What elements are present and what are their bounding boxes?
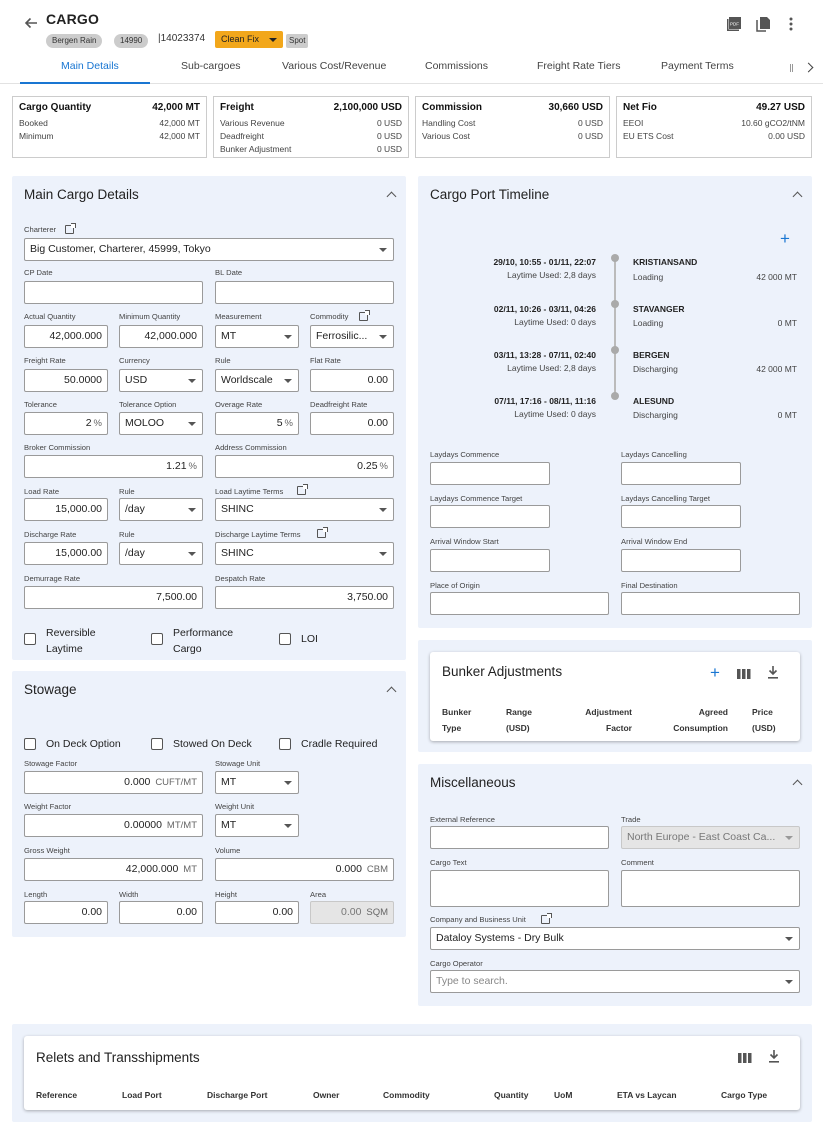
width-input[interactable]: 0.00 [119,901,203,924]
bunker-card [430,652,800,741]
col-header: Adjustment [585,707,632,717]
tolerance-label: Tolerance [24,400,57,409]
laydays-commence-input[interactable] [430,462,550,485]
gross-weight-label: Gross Weight [24,846,70,855]
commodity-value: Ferrosilic... [316,330,368,342]
demurrage-input[interactable]: 7,500.00 [24,586,203,609]
unit: SQM [366,907,388,918]
cargo-text-input[interactable] [430,870,609,907]
summary-value: 42,000 MT [159,118,200,128]
col-header[interactable]: UoM [554,1090,573,1100]
trade-value: North Europe - East Coast Ca... [627,831,776,843]
columns-icon [737,668,751,680]
reversible-laytime-checkbox[interactable] [24,633,36,645]
laydays-commence-target-label: Laydays Commence Target [430,494,523,503]
despatch-label: Despatch Rate [215,574,266,583]
col-header: Consumption [673,723,728,733]
col-header: Agreed [698,707,728,717]
min-qty-label: Minimum Quantity [119,312,181,321]
load-rate-input[interactable]: 15,000.00 [24,498,108,521]
external-reference-input[interactable] [430,826,609,849]
charterer-select[interactable] [24,238,394,261]
port-name[interactable]: ALESUND [633,396,675,406]
chevron-down-icon [785,980,793,984]
collapse-icon[interactable] [387,192,397,202]
laydays-commence-label: Laydays Commence [430,450,500,459]
download-icon [767,665,779,679]
summary-value: 0.00 USD [768,131,805,141]
label-line: Laytime [46,643,83,655]
laydays-cancelling-target-label: Laydays Cancelling Target [621,494,710,503]
status-dropdown[interactable] [215,31,283,48]
collapse-icon[interactable] [793,780,803,790]
freight-rate-label: Freight Rate [24,356,66,365]
laydays-commence-target-input[interactable] [430,505,550,528]
tab-freight-rate-tiers[interactable]: Freight Rate Tiers [537,60,621,72]
width-label: Width [119,890,139,899]
summary-value: 2,100,000 USD [333,102,402,113]
arrival-window-end-input[interactable] [621,549,741,572]
panel-title: Main Cargo Details [24,187,139,202]
discharge-rule-label: Rule [119,530,135,539]
comment-input[interactable] [621,870,800,907]
trade-label: Trade [621,815,641,824]
demurrage-label: Demurrage Rate [24,574,81,583]
summary-label: Bunker Adjustment [220,144,292,154]
summary-label: EU ETS Cost [623,131,674,141]
copy-icon [755,16,771,32]
measurement-select[interactable] [215,325,299,348]
svg-text:PDF: PDF [730,21,739,27]
columns-button[interactable] [738,1051,752,1069]
arrival-window-start-input[interactable] [430,549,550,572]
summary-value: 42,000 MT [159,131,200,141]
performance-cargo-label [173,625,233,657]
place-of-origin-label: Place of Origin [430,581,480,590]
cradle-required-checkbox[interactable] [279,738,291,750]
stowage-unit-value: MT [221,776,237,788]
percent-unit: % [379,461,388,472]
port-laytime: Laytime Used: 2,8 days [507,363,596,373]
tolerance-option-label: Tolerance Option [119,400,177,409]
summary-value: 10.60 gCO2/tNM [741,118,805,128]
discharge-rate-input[interactable]: 15,000.00 [24,542,108,565]
cargo-id: |14023374 [158,33,206,44]
address-input[interactable] [215,455,394,478]
col-header: Type [442,723,462,733]
deadfreight-input[interactable]: 0.00 [310,412,394,435]
broker-value: 1.21 [166,460,187,472]
panel-title: Cargo Port Timeline [430,187,550,202]
length-label: Length [24,890,48,899]
arrival-window-end-label: Arrival Window End [621,537,688,546]
col-header: (USD) [506,723,530,733]
relets-card [24,1036,800,1110]
port-name[interactable]: KRISTIANSAND [633,257,698,267]
panel-title: Stowage [24,682,77,697]
summary-value: 0 USD [376,144,402,154]
load-rule-value: /day [125,503,145,515]
height-input[interactable]: 0.00 [215,901,299,924]
timeline-dot [611,346,619,354]
chevron-down-icon [188,552,196,556]
port-laytime: Laytime Used: 0 days [514,317,596,327]
discharge-rule-select[interactable] [119,542,203,565]
overage-label: Overage Rate [215,400,263,409]
unit: CUFT/MT [155,777,197,788]
chevron-down-icon [284,335,292,339]
stowed-on-deck-checkbox[interactable] [151,738,163,750]
col-header: (USD) [752,723,776,733]
bl-date-label: BL Date [215,268,243,277]
chevron-down-icon [269,38,277,42]
summary-value: 0 USD [376,131,402,141]
status-label: Clean Fix [221,34,260,44]
currency-value: USD [125,374,148,386]
charterer-value: Big Customer, Charterer, 45999, Tokyo [30,243,211,255]
on-deck-option-label: On Deck Option [46,738,121,750]
download-button[interactable] [767,665,779,684]
columns-button[interactable] [737,667,751,685]
panel-title: Miscellaneous [430,775,516,790]
percent-unit: % [93,418,102,429]
bl-date-input[interactable] [215,281,394,304]
chevron-down-icon [379,552,387,556]
load-terms-select[interactable] [215,498,394,521]
currency-label: Currency [119,356,150,365]
final-destination-input[interactable] [621,592,800,615]
chevron-down-icon [284,781,292,785]
laydays-cancelling-input[interactable] [621,462,741,485]
discharge-terms-value: SHINC [221,547,254,559]
tolerance-option-select[interactable] [119,412,203,435]
discharge-terms-label: Discharge Laytime Terms [215,530,301,539]
chevron-down-icon [379,335,387,339]
summary-commission-card [415,96,610,158]
stowage-unit-select[interactable] [215,771,299,794]
timeline-dot [611,392,619,400]
area-value: 0.00 [341,906,362,918]
col-header: Bunker [442,707,472,717]
label-line: Reversible [46,627,96,639]
cargo-operator-label: Cargo Operator [430,959,483,968]
trade-select [621,826,800,849]
gross-weight-value: 42,000.000 [125,863,179,875]
broker-input[interactable] [24,455,203,478]
port-operation: Loading [633,272,664,282]
load-rule-select[interactable] [119,498,203,521]
height-label: Height [215,890,237,899]
more-button[interactable] [786,16,796,37]
address-label: Address Commission [215,443,287,452]
unit: MT/MT [166,820,197,831]
port-dates: 03/11, 13:28 - 07/11, 02:40 [493,350,596,360]
summary-title: Net Fio [623,102,657,113]
performance-cargo-checkbox[interactable] [151,633,163,645]
port-operation: Loading [633,318,664,328]
add-port-button[interactable]: + [780,229,790,248]
cargo-text-label: Cargo Text [430,858,467,867]
label-line: Cargo [173,643,202,655]
volume-value: 0.000 [335,863,362,875]
summary-label: Minimum [19,131,54,141]
summary-title: Cargo Quantity [19,102,92,113]
pdf-icon [726,16,742,32]
address-value: 0.25 [357,460,378,472]
external-reference-label: External Reference [430,815,496,824]
relets-panel [12,1024,812,1122]
chevron-down-icon [284,379,292,383]
chevron-down-icon [188,422,196,426]
area-label: Area [310,890,327,899]
commodity-select[interactable] [310,325,394,348]
pdf-button[interactable] [726,16,742,37]
summary-cargo-card [12,96,207,158]
port-operation: Discharging [633,364,678,374]
tab-main-details[interactable]: Main Details [61,60,119,72]
overage-value: 5 [276,417,283,429]
unit: MT [183,864,197,875]
tab-commissions[interactable]: Commissions [425,60,489,72]
port-dates: 29/10, 10:55 - 01/11, 22:07 [493,257,596,267]
actual-qty-label: Actual Quantity [24,312,76,321]
rule-select[interactable] [215,369,299,392]
arrival-window-start-label: Arrival Window Start [430,537,499,546]
card-title: Bunker Adjustments [442,664,563,679]
bunker-panel [418,640,812,752]
type-badge: Spot [286,34,308,48]
summary-label: Various Revenue [220,118,285,128]
load-terms-label: Load Laytime Terms [215,487,284,496]
summary-label: EEOI [623,118,644,128]
weight-unit-select[interactable] [215,814,299,837]
arrow-left-icon [22,14,40,32]
charterer-label: Charterer [24,225,57,234]
tab-various-cost[interactable]: Various Cost/Revenue [282,60,387,72]
card-title: Relets and Transshipments [36,1050,200,1065]
tab-scroll-right-icon[interactable] [804,63,814,73]
weight-unit-label: Weight Unit [215,802,255,811]
timeline-dot [611,300,619,308]
company-value: Dataloy Systems - Dry Bulk [436,932,564,944]
open-external-icon[interactable] [541,915,550,924]
port-laytime: Laytime Used: 0 days [514,409,596,419]
port-quantity: 42 000 MT [756,272,797,282]
place-of-origin-input[interactable] [430,592,609,615]
measurement-value: MT [221,330,237,342]
load-rule-label: Rule [119,487,135,496]
unit: CBM [366,864,388,875]
discharge-rate-label: Discharge Rate [24,530,77,539]
flat-rate-input[interactable]: 0.00 [310,369,394,392]
reversible-laytime-label [46,625,96,657]
load-rate-label: Load Rate [24,487,60,496]
tab-indicator [20,82,150,84]
load-terms-value: SHINC [221,503,254,515]
col-header[interactable]: Cargo Type [721,1090,768,1100]
port-dates: 07/11, 17:16 - 08/11, 11:16 [494,396,596,406]
timeline-dot [611,254,619,262]
deadfreight-label: Deadfreight Rate [310,400,368,409]
final-destination-label: Final Destination [621,581,678,590]
weight-factor-input[interactable] [24,814,203,837]
collapse-icon[interactable] [793,192,803,202]
summary-label: Handling Cost [422,118,476,128]
chevron-down-icon [188,508,196,512]
tab-overflow-indicator [790,64,793,72]
tab-bar [0,52,823,84]
page-title: CARGO [46,11,100,27]
tolerance-value: 2 [85,417,92,429]
weight-unit-value: MT [221,819,237,831]
copy-button[interactable] [755,16,771,37]
vessel-chip[interactable]: Bergen Rain [46,34,102,48]
cargo-operator-input[interactable] [430,970,800,993]
summary-value: 49.27 USD [756,102,805,113]
port-quantity: 0 MT [777,410,797,420]
summary-freight-card [213,96,409,158]
percent-unit: % [188,461,197,472]
col-header[interactable]: Discharge Port [207,1090,268,1100]
col-header[interactable]: Commodity [383,1090,430,1100]
cradle-required-label: Cradle Required [301,738,378,750]
cp-date-input[interactable] [24,281,203,304]
tab-payment-terms[interactable]: Payment Terms [661,60,734,72]
summary-title: Freight [220,102,254,113]
percent-unit: % [284,418,293,429]
download-icon [768,1049,780,1063]
add-bunker-button[interactable]: + [710,663,720,682]
stowage-panel [12,671,406,937]
open-external-icon[interactable] [297,486,306,495]
comment-label: Comment [621,858,654,867]
columns-icon [738,1052,752,1064]
rule-label: Rule [215,356,231,365]
company-label: Company and Business Unit [430,915,526,924]
on-deck-option-checkbox[interactable] [24,738,36,750]
company-select[interactable] [430,927,800,950]
open-external-icon[interactable] [65,225,74,234]
measurement-label: Measurement [215,312,262,321]
laydays-cancelling-target-input[interactable] [621,505,741,528]
port-quantity: 42 000 MT [756,364,797,374]
collapse-icon[interactable] [387,687,397,697]
min-qty-input[interactable]: 42,000.000 [119,325,203,348]
stowage-factor-label: Stowage Factor [24,759,78,768]
chevron-down-icon [785,937,793,941]
more-vert-icon [786,16,796,32]
summary-label: Deadfreight [220,131,264,141]
col-header: Factor [606,723,632,733]
col-header: Range [506,707,532,717]
summary-title: Commission [422,102,483,113]
currency-select[interactable] [119,369,203,392]
discharge-rule-value: /day [125,547,145,559]
volume-input[interactable] [215,858,394,881]
summary-value: 0 USD [376,118,402,128]
tab-sub-cargoes[interactable]: Sub-cargoes [181,60,241,72]
despatch-input[interactable]: 3,750.00 [215,586,394,609]
rule-value: Worldscale [221,374,273,386]
download-button[interactable] [768,1049,780,1068]
commodity-label: Commodity [310,312,349,321]
overage-input[interactable] [215,412,299,435]
col-header[interactable]: ETA vs Laycan [617,1090,677,1100]
open-external-icon[interactable] [359,312,368,321]
port-quantity: 0 MT [777,318,797,328]
summary-netfio-card [616,96,812,158]
summary-label: Various Cost [422,131,471,141]
timeline-line [614,258,616,396]
port-operation: Discharging [633,410,678,420]
stowage-unit-label: Stowage Unit [215,759,261,768]
summary-value: 42,000 MT [152,102,200,113]
tolerance-input[interactable] [24,412,108,435]
broker-label: Broker Commission [24,443,91,452]
col-header[interactable]: Quantity [494,1090,529,1100]
chevron-down-icon [188,379,196,383]
misc-panel [418,764,812,1006]
freight-rate-input[interactable]: 50.0000 [24,369,108,392]
voyage-chip[interactable]: 14990 [114,34,148,48]
discharge-terms-select[interactable] [215,542,394,565]
chevron-down-icon [379,248,387,252]
summary-value: 30,660 USD [548,102,603,113]
open-external-icon[interactable] [317,529,326,538]
actual-qty-input[interactable]: 42,000.000 [24,325,108,348]
col-header[interactable]: Reference [36,1090,78,1100]
chevron-down-icon [284,824,292,828]
col-header: Price [752,707,773,717]
port-name[interactable]: BERGEN [633,350,670,360]
back-button[interactable] [22,14,40,32]
stowed-on-deck-label: Stowed On Deck [173,738,252,750]
timeline-panel [418,176,812,628]
port-name[interactable]: STAVANGER [633,304,685,314]
flat-rate-label: Flat Rate [310,356,341,365]
weight-factor-label: Weight Factor [24,802,72,811]
weight-factor-value: 0.00000 [124,819,162,831]
loi-checkbox[interactable] [279,633,291,645]
main-cargo-panel [12,176,406,660]
label-line: Performance [173,627,234,639]
area-input [310,901,394,924]
stowage-factor-input[interactable] [24,771,203,794]
length-input[interactable]: 0.00 [24,901,108,924]
loi-label: LOI [301,633,318,645]
port-dates: 02/11, 10:26 - 03/11, 04:26 [493,304,596,314]
summary-label: Booked [19,118,48,128]
gross-weight-input[interactable] [24,858,203,881]
chevron-down-icon [785,836,793,840]
summary-value: 0 USD [577,118,603,128]
tolerance-option-value: MOLOO [125,417,165,429]
cp-date-label: CP Date [24,268,53,277]
summary-value: 0 USD [577,131,603,141]
port-laytime: Laytime Used: 2,8 days [507,270,596,280]
chevron-down-icon [379,508,387,512]
stowage-factor-value: 0.000 [124,776,151,788]
placeholder: Type to search. [436,975,508,987]
col-header[interactable]: Owner [313,1090,340,1100]
col-header[interactable]: Load Port [122,1090,162,1100]
laydays-cancelling-label: Laydays Cancelling [621,450,687,459]
volume-label: Volume [215,846,241,855]
